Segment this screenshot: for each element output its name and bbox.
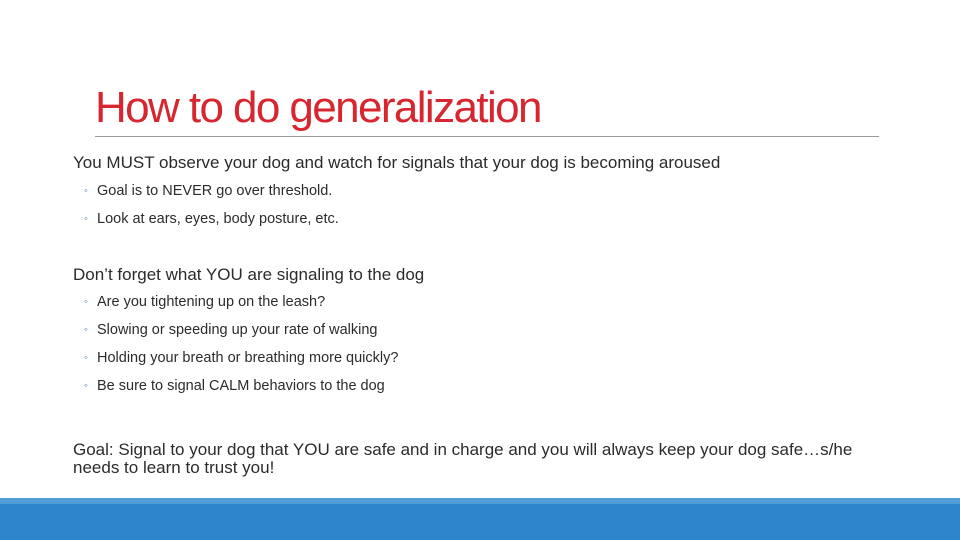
list-item-calm [84,377,385,395]
title-divider [95,136,879,137]
list-item-text: Goal is to NEVER go over threshold. [97,183,333,199]
slide-title: How to do generalization [95,83,541,132]
list-item-breathing [84,349,398,367]
bullet-icon: ◦ [84,324,88,336]
section-heading-observe: You MUST observe your dog and watch for signals that your dog is becoming aroused [73,153,721,172]
footer-accent-strip [0,498,960,504]
footer-bar [0,498,960,540]
list-item-text: Be sure to signal CALM behaviors to the dog [97,378,385,394]
list-item-text: Holding your breath or breathing more quickly? [97,350,399,366]
list-item-text: Are you tightening up on the leash? [97,294,326,310]
list-item-text: Look at ears, eyes, body posture, etc. [97,211,339,227]
bullet-icon: ◦ [84,352,88,364]
list-item-text: Slowing or speeding up your rate of walking [97,322,378,338]
list-item-leash [84,293,325,311]
list-item-walking-rate [84,321,378,339]
list-item-look [84,210,339,228]
goal-paragraph: Goal: Signal to your dog that YOU are safe and in charge and you will always keep your dog safe…s/he needs to learn to trust you! [73,440,853,477]
section-heading-signaling: Don’t forget what YOU are signaling to the dog [73,265,425,284]
bullet-icon: ◦ [84,380,88,392]
bullet-icon: ◦ [84,213,88,225]
bullet-icon: ◦ [84,296,88,308]
bullet-icon: ◦ [84,185,88,197]
list-item-threshold [84,182,332,200]
